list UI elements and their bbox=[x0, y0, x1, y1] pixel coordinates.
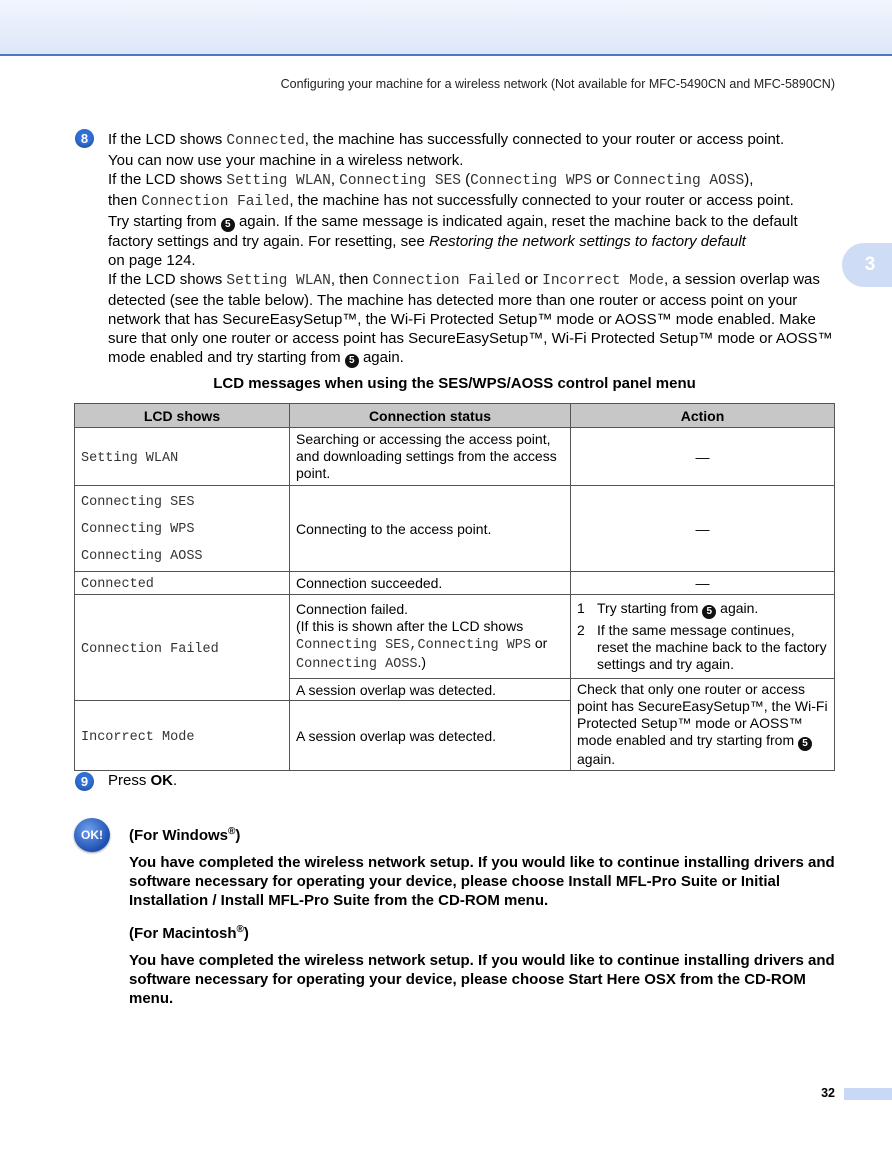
action-item: 2 If the same message continues, reset the machine back to the factory settings and try again. bbox=[577, 622, 827, 672]
step-5-ref-icon: 5 bbox=[798, 737, 812, 751]
header-connection-status: Connection status bbox=[290, 404, 571, 428]
status-cell: Searching or accessing the access point, and downloading settings from the access point. bbox=[290, 428, 571, 486]
step-9-badge: 9 bbox=[75, 772, 94, 791]
step-8-para-1: If the LCD shows Connected, the machine has successfully connected to your router or access point. You can now use your machine in a wireless network. bbox=[108, 131, 785, 169]
page-number: 32 bbox=[821, 1086, 835, 1100]
action-cell: — bbox=[571, 428, 835, 486]
status-cell: A session overlap was detected. bbox=[290, 679, 571, 701]
action-cell: — bbox=[571, 572, 835, 595]
running-header: Configuring your machine for a wireless network (Not available for MFC-5490CN and MFC-5890CN) bbox=[280, 77, 835, 91]
windows-text: You have completed the wireless network setup. If you would like to continue installing drivers and software necessary for operating your device, please choose Install MFL-Pro Suite or Initial Installation / Install MFL-Pro Suite from the CD-ROM menu. bbox=[129, 854, 835, 909]
status-cell: Connection succeeded. bbox=[290, 572, 571, 595]
step-8-text bbox=[108, 130, 838, 368]
lcd-cell: Connected bbox=[75, 572, 290, 595]
lcd-cell: Incorrect Mode bbox=[75, 701, 290, 771]
lcd-cell: Connecting SES Connecting WPS Connecting AOSS bbox=[75, 486, 290, 572]
action-cell: — bbox=[571, 486, 835, 572]
step-9-text: Press OK. bbox=[108, 772, 178, 789]
status-cell: A session overlap was detected. bbox=[290, 701, 571, 771]
table-row bbox=[75, 572, 835, 595]
step-5-ref-icon: 5 bbox=[345, 354, 359, 368]
status-cell: Connecting to the access point. bbox=[290, 486, 571, 572]
macintosh-text: You have completed the wireless network setup. If you would like to continue installing drivers and software necessary for operating your device, please choose Start Here OSX from the CD-ROM menu. bbox=[129, 952, 835, 1007]
chapter-tab: 3 bbox=[842, 243, 892, 287]
table-row bbox=[75, 595, 835, 679]
lcd-cell: Connection Failed bbox=[75, 595, 290, 701]
action-cell: Check that only one router or access point has SecureEasySetup™, the Wi-Fi Protected Setup™ mode or AOSS™ mode enabled and try starting from 5 again. bbox=[571, 679, 835, 771]
step-5-ref-icon: 5 bbox=[702, 605, 716, 619]
table-header-row bbox=[75, 404, 835, 428]
step-5-ref-icon: 5 bbox=[221, 218, 235, 232]
step-8-para-2: If the LCD shows Setting WLAN, Connecting SES (Connecting WPS or Connecting AOSS), then Connection Failed, the machine has not successfully connected to your router or access point. Try starting from 5 again. If the same message is indicated again, reset the machine back to the default factory settings and try again. For resetting, see Restoring the network settings to factory default on page 124. bbox=[108, 171, 798, 269]
completion-note bbox=[129, 822, 839, 1016]
header-action: Action bbox=[571, 404, 835, 428]
page-number-bar bbox=[844, 1088, 892, 1100]
windows-heading: (For Windows®) bbox=[129, 826, 241, 844]
table-caption: LCD messages when using the SES/WPS/AOSS control panel menu bbox=[213, 375, 696, 392]
step-8-badge: 8 bbox=[75, 129, 94, 148]
action-item: 1 Try starting from 5 again. bbox=[577, 600, 759, 617]
ok-badge-icon: OK! bbox=[74, 818, 110, 852]
lcd-cell: Setting WLAN bbox=[75, 428, 290, 486]
header-lcd-shows: LCD shows bbox=[75, 404, 290, 428]
action-cell bbox=[571, 595, 835, 679]
table-row bbox=[75, 428, 835, 486]
macintosh-heading: (For Macintosh®) bbox=[129, 924, 249, 942]
step-8-para-3: If the LCD shows Setting WLAN, then Connection Failed or Incorrect Mode, a session overlap was detected (see the table below). The machine has detected more than one router or access point on your network that has SecureEasySetup™, the Wi-Fi Protected Setup™ mode or AOSS™ mode enabled. Make sure that only one router or access point has SecureEasySetup™, Wi-Fi Protected Setup™ mode or AOSS™ mode enabled and try starting from 5 again. bbox=[108, 271, 833, 366]
top-banner bbox=[0, 0, 892, 56]
table-row bbox=[75, 486, 835, 572]
lcd-messages-table bbox=[74, 403, 835, 771]
status-cell: Connection failed. (If this is shown after the LCD shows Connecting SES,Connecting WPS or Connecting AOSS.) bbox=[290, 595, 571, 679]
